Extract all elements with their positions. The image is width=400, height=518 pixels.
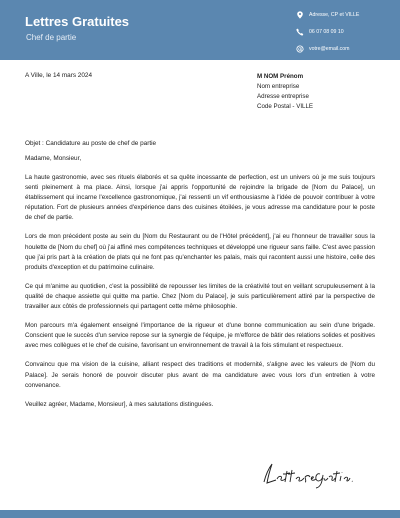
recipient-company: Nom entreprise — [257, 83, 300, 90]
paragraph-closing: Convaincu que ma vision de la cuisine, alliant respect des traditions et modernité, s'aligne avec les valeurs de [Nom du Palace]. Je serais honoré de pouvoir discuter plus avant de ma candidature avec vous lors d'un entretien à votre convenance. — [25, 361, 375, 389]
email-text: votre@email.com — [309, 45, 350, 52]
contact-phone — [295, 23, 395, 40]
footer-bar — [0, 510, 400, 518]
recipient-name: M NOM Prénom — [257, 73, 304, 80]
letter-object: Objet : Candidature au poste de chef de partie — [25, 140, 157, 147]
date-line: A Ville, le 14 mars 2024 — [25, 72, 93, 79]
contact-block — [295, 6, 395, 57]
letter-body — [25, 173, 375, 419]
contact-address — [295, 6, 395, 23]
paragraph-intro: La haute gastronomie, avec ses rituels élaborés et sa quête incessante de perfection, est un univers où je me suis toujours senti pleinement à ma place. Ainsi, lorsque j'ai appris l'opportunité de rejoindre la brigade de [Nom du Palace], un établissement qui incarne l'excellence gastronomique, j'ai ressenti un vif enthousiasme à l'idée de pouvoir contribuer à votre réputation. Fort de plusieurs années d'expérience dans des cuisines étoilées, je vous adresse ma candidature pour le poste de chef de partie. — [25, 174, 375, 222]
signature — [260, 460, 355, 495]
recipient-block — [257, 72, 313, 112]
phone-icon — [295, 27, 304, 36]
paragraph-teamwork: Mon parcours m'a également enseigné l'importance de la rigueur et d'une bonne communication au sein d'une brigade. Conscient que le succès d'un service repose sur la synergie de l'équipe, je m'efforce de bâtir des relations solides et positives avec mes collègues et le chef de cuisine, favorisant un environnement de travail à la fois stimulant et respectueux. — [25, 322, 375, 350]
paragraph-regards: Veuillez agréer, Madame, Monsieur], à mes salutations distinguées. — [25, 400, 214, 408]
address-text: Adresse, CP et VILLE — [309, 11, 360, 18]
paragraph-experience: Lors de mon précédent poste au sein du [Nom du Restaurant ou de l'Hôtel précédent], j'ai eu l'honneur de travailler sous la houlette de [Nom du chef] où j'ai affiné mes compétences techniques et développé une rigueur sans faille. C'est avec passion que j'ai pris part à la création de plats qui ne font pas qu'enchanter les palais, mais qui racontent aussi une histoire, celle des produits d'exception et du patrimoine culinaire. — [25, 233, 375, 271]
job-title: Chef de partie — [26, 33, 77, 42]
signature-graphic — [260, 460, 355, 490]
at-sign-icon — [295, 44, 304, 53]
paragraph-motivation: Ce qui m'anime au quotidien, c'est la possibilité de repousser les limites de la créativité tout en veillant scrupuleusement à la qualité de chaque assiette qui quitte ma partie. Chez [Nom du Palace], je suis particulièrement attiré par la perspective de travailler aux côtés de professionnels qui partagent cette même philosophie. — [25, 282, 375, 311]
header-bar — [0, 0, 400, 60]
salutation: Madame, Monsieur, — [25, 155, 82, 162]
phone-text: 06 07 08 09 10 — [309, 28, 344, 35]
contact-email — [295, 40, 395, 57]
recipient-postal: Code Postal - VILLE — [257, 103, 314, 110]
site-title: Lettres Gratuites — [25, 14, 130, 29]
location-pin-icon — [295, 10, 304, 19]
recipient-address: Adresse entreprise — [257, 93, 309, 100]
